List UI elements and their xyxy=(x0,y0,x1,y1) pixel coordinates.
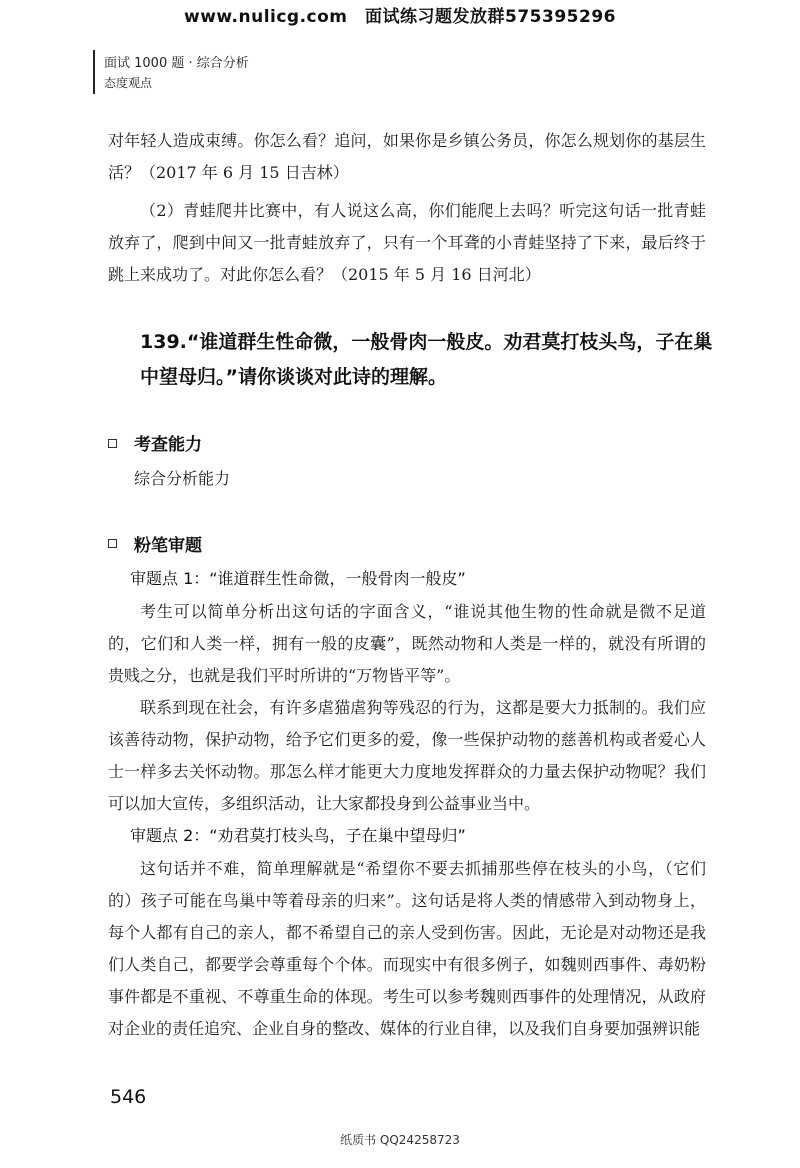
intro-paragraph-1: 对年轻人造成束缚。你怎么看？追问，如果你是乡镇公务员，你怎么规划你的基层生活？（2017 年 6 月 15 日吉林） xyxy=(108,131,706,182)
ability-marker-icon xyxy=(108,439,117,448)
ability-title: 考查能力 xyxy=(134,435,202,455)
footer-note: 纸质书 QQ24258723 xyxy=(340,1133,460,1147)
watermark-banner: www.nulicg.com 面试练习题发放群575395296 xyxy=(184,7,616,27)
review-point-2-title: 审题点 2：“劝君莫打枝头鸟，子在巢中望母归” xyxy=(130,826,466,845)
ability-content: 综合分析能力 xyxy=(134,469,231,488)
review-title: 粉笔审题 xyxy=(134,536,202,556)
header-rule xyxy=(93,50,95,94)
header-section: 态度观点 xyxy=(104,76,153,90)
page-number: 546 xyxy=(110,1086,147,1108)
intro-paragraph-2: （2）青蛙爬井比赛中，有人说这么高，你们能爬上去吗？听完这句话一批青蛙放弃了，爬到中间又一批青蛙放弃了，只有一个耳聋的小青蛙坚持了下来，最后终于跳上来成功了。对此你怎么看？（2015 年 5 月 16 日河北） xyxy=(108,201,706,284)
review-point-2-paragraph-1: 这句话并不难，简单理解就是“希望你不要去抓捕那些停在枝头的小鸟，（它们的）孩子可能在鸟巢中等着母亲的归来”。这句话是将人类的情感带入到动物身上，每个人都有自己的亲人，都不希望自己的亲人受到伤害。因此，无论是对动物还是我们人类自己，都要学会尊重每个个体。而现实中有很多例子，如魏则西事件、毒奶粉事件都是不重视、不尊重生命的体现。考生可以参考魏则西事件的处理情况，从政府对企业的责任追究、企业自身的整改、媒体的行业自律，以及我们自身要加强辨识能 xyxy=(108,859,706,1038)
review-point-1-paragraph-2: 联系到现在社会，有许多虐猫虐狗等残忍的行为，这都是要大力抵制的。我们应该善待动物，保护动物，给予它们更多的爱，像一些保护动物的慈善机构或者爱心人士一样多去关怀动物。那怎么样才能更大力度地发挥群众的力量去保护动物呢？我们可以加大宣传，多组织活动，让大家都投身到公益事业当中。 xyxy=(108,698,706,813)
review-point-1-title: 审题点 1：“谁道群生性命微，一般骨肉一般皮” xyxy=(130,569,466,588)
header-book-title: 面试 1000 题 · 综合分析 xyxy=(104,56,249,71)
review-marker-icon xyxy=(108,539,117,548)
question-139: 139.“谁道群生性命微，一般骨肉一般皮。劝君莫打枝头鸟，子在巢中望母归。”请你谈谈对此诗的理解。 xyxy=(140,331,713,388)
review-point-1-paragraph-1: 考生可以简单分析出这句话的字面含义，“谁说其他生物的性命就是微不足道的，它们和人类一样，拥有一般的皮囊”，既然动物和人类是一样的，就没有所谓的贵贱之分，也就是我们平时所讲的“万物皆平等”。 xyxy=(108,602,706,685)
